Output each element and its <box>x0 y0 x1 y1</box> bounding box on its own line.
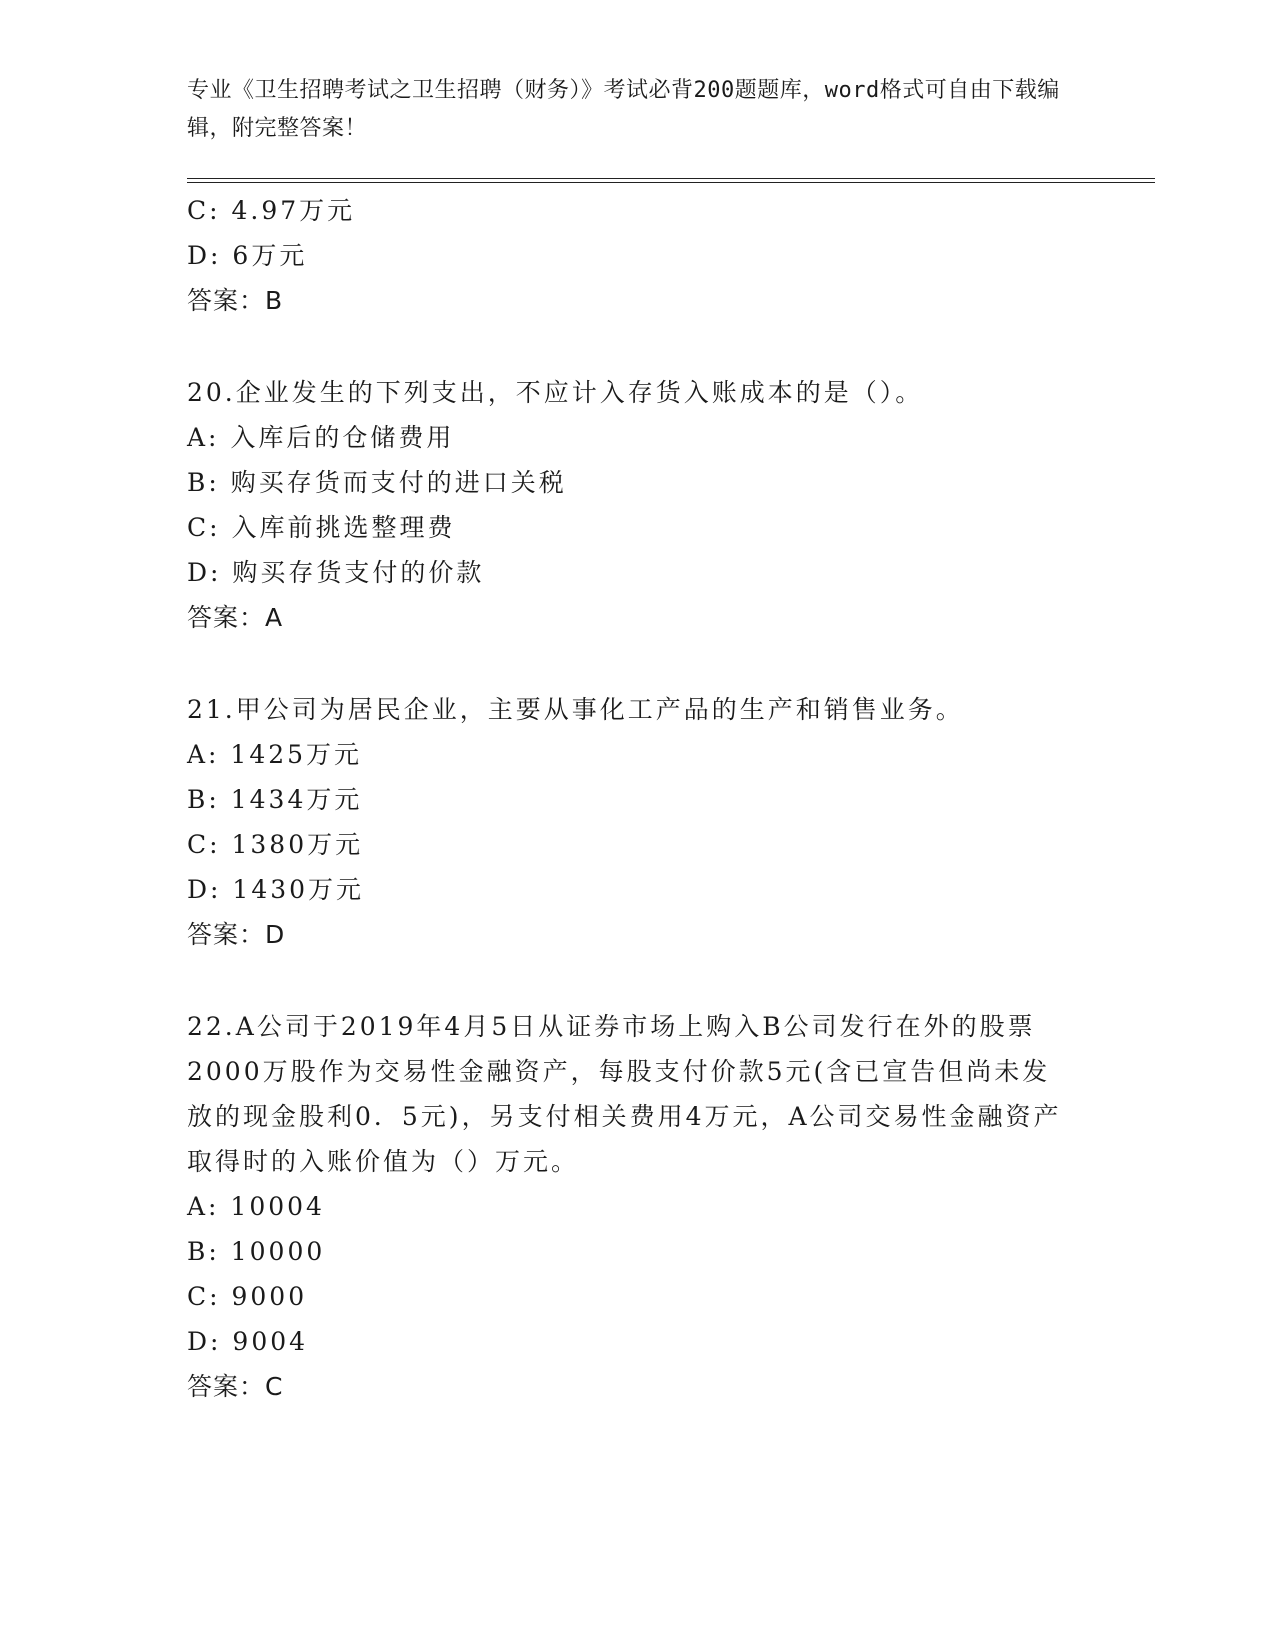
option-c: C: 4.97万元 <box>187 196 356 225</box>
option-d: D: 9004 <box>187 1327 309 1356</box>
question-block-20 <box>187 370 1087 640</box>
question-block-22 <box>187 1004 1087 1409</box>
option-c: C: 1380万元 <box>187 830 364 859</box>
option-d: D: 1430万元 <box>187 875 365 904</box>
document-intro: 专业《卫生招聘考试之卫生招聘（财务）》考试必背200题题库，word格式可自由下载编辑，附完整答案！ <box>187 78 1060 141</box>
spacer <box>187 957 1087 1004</box>
option-b: B: 10000 <box>187 1237 326 1266</box>
option-a: A: 10004 <box>187 1192 325 1221</box>
question-block-21 <box>187 687 1087 957</box>
header-rule-bottom <box>187 182 1155 183</box>
option-b: B: 购买存货而支付的进口关税 <box>187 468 567 497</box>
question-text: 20.企业发生的下列支出，不应计入存货入账成本的是（）。 <box>187 378 924 407</box>
question-text: 22.A公司于2019年4月5日从证券市场上购入B公司发行在外的股票2000万股作为交易性金融资产，每股支付价款5元(含已宣告但尚未发放的现金股利0．5元)，另支付相关费用4万元，A公司交易性金融资产取得时的入账价值为（）万元。 <box>187 1012 1062 1176</box>
spacer <box>187 323 1087 370</box>
option-d: D: 6万元 <box>187 241 308 270</box>
header-rule-top <box>187 178 1155 179</box>
option-d: D: 购买存货支付的价款 <box>187 558 485 587</box>
answer: 答案：C <box>187 1372 284 1401</box>
option-a: A: 入库后的仓储费用 <box>187 423 455 452</box>
option-a: A: 1425万元 <box>187 740 363 769</box>
question-list <box>187 188 1087 1409</box>
question-text: 21.甲公司为居民企业，主要从事化工产品的生产和销售业务。 <box>187 695 964 724</box>
question-block-19 <box>187 188 1087 323</box>
option-c: C: 9000 <box>187 1282 308 1311</box>
answer: 答案：D <box>187 920 286 949</box>
option-c: C: 入库前挑选整理费 <box>187 513 456 542</box>
answer: 答案：B <box>187 286 284 315</box>
answer: 答案：A <box>187 603 284 632</box>
spacer <box>187 640 1087 687</box>
option-b: B: 1434万元 <box>187 785 363 814</box>
